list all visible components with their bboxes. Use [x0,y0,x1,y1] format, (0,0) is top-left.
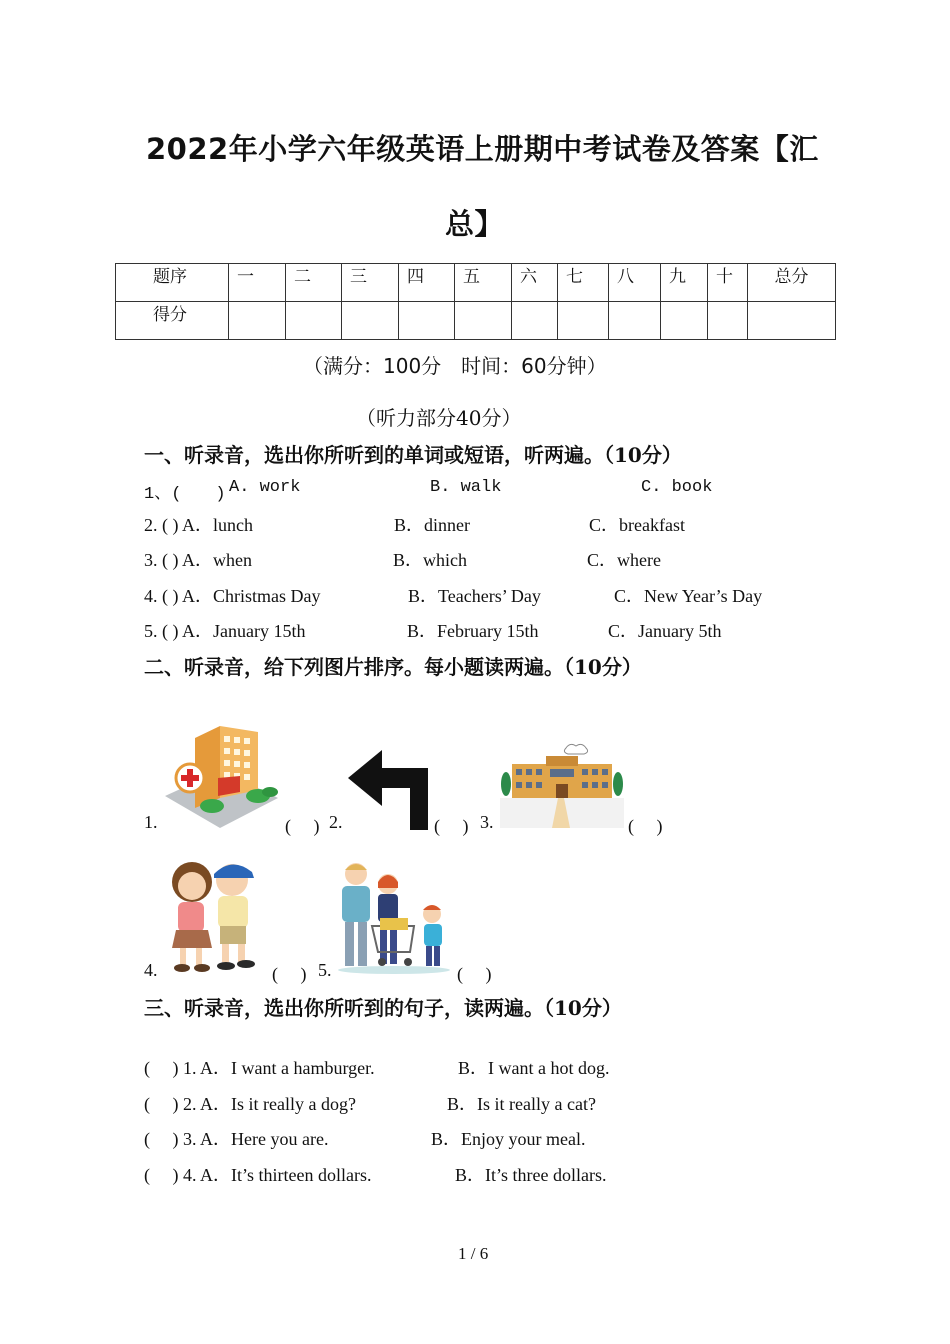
score-cell[interactable] [512,302,558,340]
s1-q2-c: C．breakfast [589,515,685,535]
s3-q2-a: ( ) 2. A．Is it really a dog? [144,1094,356,1114]
score-cell[interactable] [229,302,286,340]
s1-q1-c: C. book [641,478,713,497]
header-cell: 八 [609,264,661,302]
score-cell[interactable] [708,302,748,340]
s1-q3-b: B．which [393,550,467,570]
s2-pic4-blank[interactable]: ( ) [272,964,307,984]
header-cell: 二 [286,264,342,302]
header-cell: 四 [399,264,455,302]
header-cell: 三 [342,264,399,302]
s1-q2-b: B．dinner [394,515,470,535]
s2-pic2-blank[interactable]: ( ) [434,816,469,836]
header-cell: 一 [229,264,286,302]
s1-q4-a: 4. ( ) A．Christmas Day [144,586,321,606]
section2-title: 二、听录音，给下列图片排序。每小题读两遍。（10分） [144,655,642,679]
s3-q1-b: B．I want a hot dog. [458,1058,610,1078]
score-cell[interactable] [286,302,342,340]
s2-pic2-num: 2. [329,812,343,832]
listening-header: （听力部分40分） [356,406,522,430]
s1-q1-a: A. work [229,478,301,497]
s1-q4-c: C．New Year’s Day [614,586,763,606]
score-cell[interactable] [399,302,455,340]
s1-q4-b: B．Teachers’ Day [408,586,541,606]
score-cell[interactable] [455,302,512,340]
s2-pic3-blank[interactable]: ( ) [628,816,663,836]
header-cell: 十 [708,264,748,302]
score-table-score-row [116,302,836,340]
score-table-header-row [116,264,836,302]
s2-pic5-blank[interactable]: ( ) [457,964,492,984]
s3-q4-b: B．It’s three dollars. [455,1165,607,1185]
score-cell[interactable] [342,302,399,340]
exam-title-line2: 总】 [445,207,505,241]
s3-q3-a: ( ) 3. A．Here you are. [144,1129,329,1149]
score-cell[interactable] [748,302,836,340]
exam-title-line1: 2022年小学六年级英语上册期中考试卷及答案【汇 [146,132,819,166]
s1-q1-num: 1、( ) [144,485,226,504]
exam-meta: （满分：100分 时间：60分钟） [303,354,607,378]
s1-q3-a: 3. ( ) A．when [144,550,252,570]
section3-title: 三、听录音，选出你所听到的句子，读两遍。（10分） [144,996,622,1020]
hospital-icon [160,718,280,830]
row-label-cell: 得分 [116,302,229,340]
page-number: 1 / 6 [458,1244,489,1263]
score-cell[interactable] [558,302,609,340]
header-cell: 题序 [116,264,229,302]
section1-title: 一、听录音，选出你所听到的单词或短语，听两遍。（10分） [144,443,682,467]
header-cell: 七 [558,264,609,302]
header-cell: 九 [661,264,708,302]
header-cell: 六 [512,264,558,302]
s3-q3-b: B．Enjoy your meal. [431,1129,586,1149]
s2-pic5-num: 5. [318,960,332,980]
score-table [115,263,836,340]
school-building-icon [500,742,624,830]
s1-q5-b: B．February 15th [407,621,539,641]
s2-pic4-num: 4. [144,960,158,980]
s3-q2-b: B．Is it really a cat? [447,1094,596,1114]
score-cell[interactable] [609,302,661,340]
header-cell: 总分 [748,264,836,302]
s2-pic1-num: 1. [144,812,158,832]
score-cell[interactable] [661,302,708,340]
children-walking-icon [162,856,266,976]
s1-q5-c: C．January 5th [608,621,722,641]
family-shopping-icon [336,858,452,976]
turn-left-arrow-icon [348,750,432,830]
s1-q5-a: 5. ( ) A．January 15th [144,621,306,641]
s3-q4-a: ( ) 4. A．It’s thirteen dollars. [144,1165,372,1185]
s1-q2-a: 2. ( ) A．lunch [144,515,253,535]
s1-q1-b: B. walk [430,478,502,497]
s1-q3-c: C．where [587,550,661,570]
s2-pic3-num: 3. [480,812,494,832]
header-cell: 五 [455,264,512,302]
s3-q1-a: ( ) 1. A．I want a hamburger. [144,1058,375,1078]
s2-pic1-blank[interactable]: ( ) [285,816,320,836]
